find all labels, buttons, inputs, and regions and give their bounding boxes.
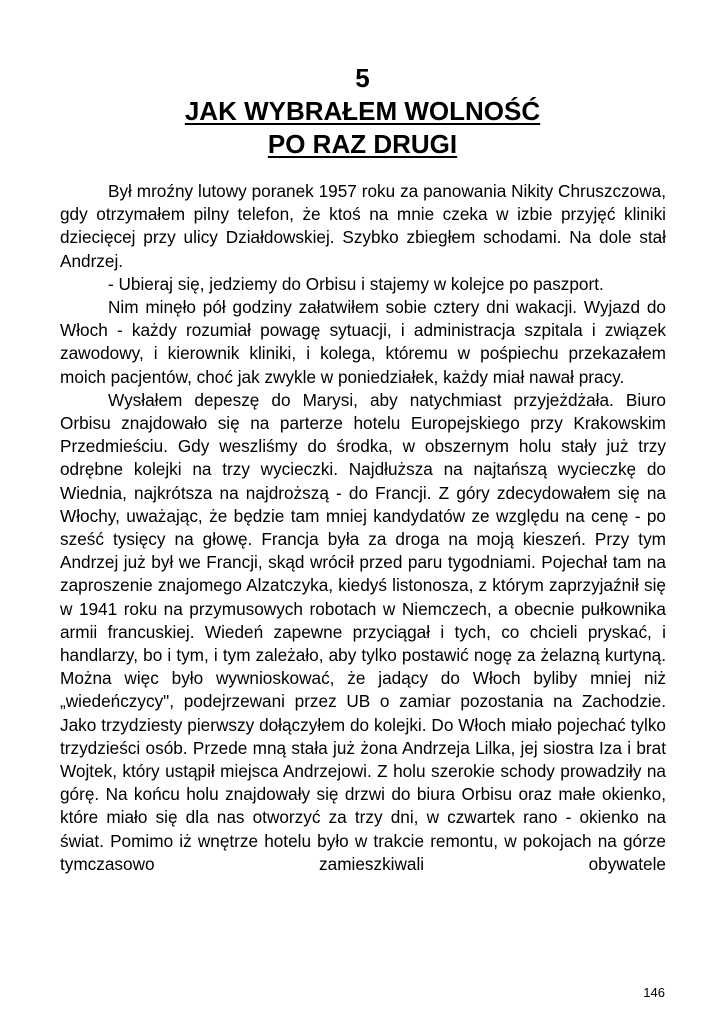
chapter-title-line-1: JAK WYBRAŁEM WOLNOŚĆ [184, 96, 541, 126]
paragraph: Nim minęło pół godziny załatwiłem sobie cztery dni wakacji. Wyjazd do Włoch - każdy rozumiał powagę sytuacji, i administracja szpitala i związek zawodowy, i kierownik kliniki, i kolega, któremu w pośpiechu przekazałem moich pacjentów, choć jak zwykle w poniedziałek, każdy miał nawał pracy. [60, 297, 666, 387]
paragraph: - Ubieraj się, jedziemy do Orbisu i stajemy w kolejce po paszport. [108, 273, 604, 294]
paragraph: Był mroźny lutowy poranek 1957 roku za panowania Nikity Chruszczowa, gdy otrzymałem pilny telefon, że ktoś na mnie czeka w izbie przyjęć kliniki dziecięcej przy ulicy Działdowskiej. Szybko zbiegłem schodami. Na dole stał Andrzej. [60, 181, 666, 271]
chapter-number: 5 [355, 63, 370, 93]
page-number: 146 [643, 985, 665, 1000]
paragraph: Wysłałem depeszę do Marysi, aby natychmiast przyjeżdżała. Biuro Orbisu znajdowało się na parterze hotelu Europejskiego przy Krakowskim Przedmieściu. Gdy weszliśmy do środka, w obszernym holu stały już trzy odrębne kolejki na trzy wycieczki. Najdłuższa na najtańszą wycieczkę do Wiednia, najkrótsza na najdroższą - do Francji. Z góry zdecydowałem się na Włochy, uważając, że będzie tam mniej kandydatów ze względu na cenę - po sześć tysięcy na głowę. Francja była za droga na moją kieszeń. Przy tym Andrzej już był we Francji, skąd wrócił przed paru tygodniami. Pojechał tam na zaproszenie znajomego Alzatczyka, kiedyś listonosza, z którym zaprzyjaźnił się w 1941 roku na przymusowych robotach w Niemczech, a obecnie pułkownika armii francuskiej. Wiedeń zapewne przyciągał i tych, co chcieli pryskać, i handlarzy, bo i tym, i tym zależało, aby tylko postawić nogę za żelazną kurtyną. Można więc było wywnioskować, że jadący do Włoch byliby mniej niż „wiedeńczycy", podejrzewani przez UB o zamiar pozostania na Zachodzie. Jako trzydziesty pierwszy dołączyłem do kolejki. Do Włoch miało pojechać tylko trzydzieści osób. Przede mną stała już żona Andrzeja Lilka, jej siostra Iza i brat Wojtek, który ustąpił miejsca Andrzejowi. Z holu szerokie schody prowadziły na górę. Na końcu holu znajdowały się drzwi do biura Orbisu oraz małe okienko, które miało się dla nas otworzyć za trzy dni, w czwartek rano - okienko na świat. Pomimo iż wnętrze hotelu było w trakcie remontu, w pokojach na górze tymczasowo zamieszkiwali obywatele [60, 389, 666, 874]
chapter-body [60, 180, 666, 876]
chapter-title-line-2: PO RAZ DRUGI [267, 129, 458, 159]
